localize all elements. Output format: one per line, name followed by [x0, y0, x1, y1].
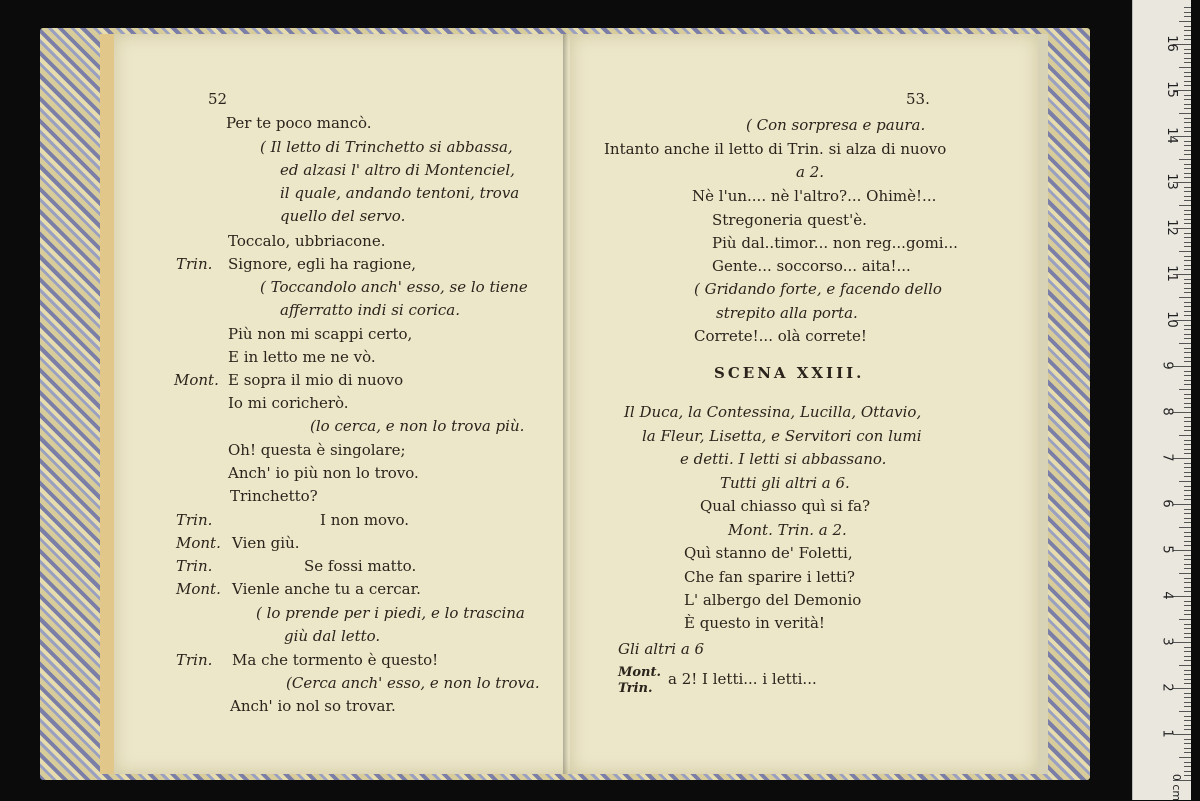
stage-direction: (Cerca anch' esso, e non lo trova. [286, 674, 540, 692]
ruler-tick [1184, 536, 1191, 537]
stage-direction: Gli altri a 6 [618, 640, 705, 658]
stage-direction: a 2. [796, 163, 825, 181]
ruler-tick [1184, 509, 1191, 510]
ruler-tick [1184, 398, 1191, 399]
stage-direction: ed alzasi l' altro di Montenciel, [280, 161, 515, 179]
ruler-tick [1179, 757, 1191, 758]
ruler-tick [1184, 122, 1191, 123]
ruler-tick [1184, 587, 1191, 588]
ruler-tick [1184, 739, 1191, 740]
text-line: Vienle anche tu a cercar. [232, 580, 421, 598]
ruler-tick [1184, 269, 1191, 270]
text-line: L' albergo del Demonio [684, 591, 862, 609]
ruler-number: 8 [1159, 407, 1175, 416]
text-line: Trinchetto? [230, 487, 318, 505]
ruler-tick [1184, 463, 1191, 464]
page-number: 53. [906, 90, 930, 108]
speaker-label: Mont. [618, 665, 662, 680]
ruler-tick [1184, 141, 1191, 142]
ruler-tick [1184, 499, 1191, 500]
ruler-tick [1184, 766, 1191, 767]
left-page [100, 34, 582, 774]
ruler-number: 3 [1159, 637, 1175, 646]
ruler-tick [1184, 279, 1191, 280]
ruler-tick [1184, 633, 1191, 634]
ruler-number: 13 [1163, 173, 1179, 190]
text-line: Quì stanno de' Foletti, [684, 544, 853, 562]
ruler-tick [1184, 49, 1191, 50]
text-line: Vien giù. [232, 534, 300, 552]
text-line: Che fan sparire i letti? [684, 568, 855, 586]
stage-direction: la Fleur, Lisetta, e Servitori con lumi [642, 427, 922, 445]
speaker-label: Trin. [618, 681, 653, 696]
ruler-tick [1184, 582, 1191, 583]
ruler-tick [1184, 725, 1191, 726]
ruler-tick [1184, 35, 1191, 36]
ruler-tick [1184, 16, 1191, 17]
ruler-tick [1184, 168, 1191, 169]
speaker-label: Trin. [176, 557, 213, 575]
ruler-tick [1184, 624, 1191, 625]
ruler-tick [1184, 306, 1191, 307]
ruler-tick [1184, 706, 1191, 707]
text-line: Signore, egli ha ragione, [228, 255, 417, 273]
scene-heading: SCENA XXIII. [714, 364, 865, 382]
text-line: Stregoneria quest'è. [712, 211, 867, 229]
ruler-tick [1184, 559, 1191, 560]
ruler-tick [1184, 357, 1191, 358]
ruler-tick [1184, 440, 1191, 441]
ruler-tick [1184, 748, 1191, 749]
ruler-tick [1184, 12, 1191, 13]
ruler-tick [1179, 343, 1191, 344]
text-line: Per te poco mancò. [226, 114, 372, 132]
ruler-tick [1179, 67, 1191, 68]
text-line: E in letto me ne vò. [228, 348, 376, 366]
ruler-tick [1184, 352, 1191, 353]
ruler-tick [1184, 670, 1191, 671]
ruler-tick [1184, 660, 1191, 661]
ruler-tick [1184, 490, 1191, 491]
ruler-tick [1173, 458, 1191, 459]
ruler-tick [1184, 417, 1191, 418]
ruler-tick [1184, 76, 1191, 77]
ruler-tick [1184, 338, 1191, 339]
ruler-tick [1184, 467, 1191, 468]
ruler-tick [1184, 154, 1191, 155]
ruler-tick [1184, 628, 1191, 629]
ruler-tick [1184, 614, 1191, 615]
ruler-tick [1184, 375, 1191, 376]
text-line: Più non mi scappi certo, [228, 325, 413, 343]
ruler-tick [1184, 150, 1191, 151]
ruler-tick [1179, 481, 1191, 482]
ruler-tick [1184, 348, 1191, 349]
ruler-tick [1184, 58, 1191, 59]
stage-direction: il quale, andando tentoni, trova [280, 184, 520, 202]
ruler-number: 14 [1163, 127, 1179, 144]
stage-direction: ( Con sorpresa e paura. [746, 116, 926, 134]
ruler-tick [1184, 476, 1191, 477]
ruler-tick [1184, 260, 1191, 261]
ruler-tick [1184, 403, 1191, 404]
ruler-tick [1184, 200, 1191, 201]
stage-direction: Tutti gli altri a 6. [720, 474, 850, 492]
ruler-number: 12 [1163, 219, 1179, 236]
ruler-tick [1184, 762, 1191, 763]
ruler-tick [1179, 619, 1191, 620]
ruler-tick [1179, 435, 1191, 436]
ruler-tick [1184, 81, 1191, 82]
ruler-tick [1184, 219, 1191, 220]
text-line: Ma che tormento è questo! [232, 651, 439, 669]
ruler-tick [1184, 99, 1191, 100]
ruler-tick [1184, 361, 1191, 362]
ruler-tick [1184, 62, 1191, 63]
ruler-tick [1184, 242, 1191, 243]
speaker-label: Trin. [176, 511, 213, 529]
ruler-tick [1179, 665, 1191, 666]
ruler-tick [1184, 302, 1191, 303]
ruler-tick [1184, 775, 1191, 776]
speaker-label: Mont. [176, 580, 221, 598]
ruler-tick [1184, 693, 1191, 694]
speaker-label: Mont. [176, 534, 221, 552]
ruler-tick [1184, 656, 1191, 657]
ruler-tick [1179, 573, 1191, 574]
ruler-tick [1184, 651, 1191, 652]
ruler-tick [1184, 674, 1191, 675]
ruler-tick [1184, 315, 1191, 316]
ruler-tick [1184, 752, 1191, 753]
ruler-tick [1184, 292, 1191, 293]
ruler-number: 7 [1159, 453, 1175, 462]
ruler-tick [1184, 720, 1191, 721]
ruler-tick [1184, 233, 1191, 234]
measuring-ruler [1132, 0, 1191, 800]
ruler-tick [1184, 104, 1191, 105]
text-line: Correte!... olà correte! [694, 327, 867, 345]
ruler-number: 2 [1159, 683, 1175, 692]
ruler-tick [1173, 366, 1191, 367]
ruler-number: 1 [1159, 729, 1175, 738]
ruler-tick [1184, 246, 1191, 247]
ruler-number: 16 [1163, 35, 1179, 52]
ruler-tick [1184, 329, 1191, 330]
text-line: Anch' io nol so trovar. [230, 697, 396, 715]
stage-direction: ( Gridando forte, e facendo dello [694, 280, 942, 298]
ruler-tick [1184, 371, 1191, 372]
stage-direction: Il Duca, la Contessina, Lucilla, Ottavio, [624, 403, 922, 421]
ruler-tick [1184, 421, 1191, 422]
ruler-tick [1184, 430, 1191, 431]
ruler-tick [1179, 711, 1191, 712]
ruler-tick [1179, 297, 1191, 298]
ruler-tick [1184, 95, 1191, 96]
text-line: Io mi coricherò. [228, 394, 349, 412]
ruler-tick [1184, 555, 1191, 556]
text-line: a 2! I letti... i letti... [668, 670, 817, 688]
ruler-tick [1173, 734, 1191, 735]
stage-direction: ( lo prende per i piedi, e lo trascina [256, 604, 525, 622]
ruler-tick [1184, 334, 1191, 335]
ruler-tick [1173, 412, 1191, 413]
stage-direction: giù dal letto. [284, 627, 381, 645]
ruler-tick [1184, 283, 1191, 284]
text-line: Qual chiasso quì si fa? [700, 497, 871, 515]
ruler-tick [1184, 53, 1191, 54]
ruler-tick [1184, 518, 1191, 519]
ruler-tick [1184, 578, 1191, 579]
ruler-tick [1184, 127, 1191, 128]
ruler-tick [1184, 541, 1191, 542]
page-number: 52 [208, 90, 228, 108]
ruler-tick [1184, 187, 1191, 188]
ruler-tick [1179, 251, 1191, 252]
ruler-tick [1184, 697, 1191, 698]
stage-direction: ( Toccandolo anch' esso, se lo tiene [260, 278, 528, 296]
ruler-tick [1184, 647, 1191, 648]
ruler-tick [1184, 605, 1191, 606]
ruler-tick [1179, 159, 1191, 160]
ruler-tick [1184, 522, 1191, 523]
text-line: Nè l'un.... nè l'altro?... Ohimè!... [692, 187, 937, 205]
ruler-tick [1184, 568, 1191, 569]
ruler-tick [1184, 771, 1191, 772]
speaker-label: Mont. [174, 371, 219, 389]
ruler-tick [1184, 679, 1191, 680]
ruler-tick [1184, 288, 1191, 289]
ruler-tick [1184, 394, 1191, 395]
ruler-tick [1184, 407, 1191, 408]
ruler-tick [1184, 223, 1191, 224]
ruler-tick [1184, 380, 1191, 381]
ruler-tick [1173, 596, 1191, 597]
ruler-tick [1184, 108, 1191, 109]
ruler-tick [1184, 7, 1191, 8]
stage-direction: e detti. I letti si abbassano. [680, 450, 887, 468]
ruler-tick [1184, 472, 1191, 473]
ruler-tick [1179, 527, 1191, 528]
ruler-tick [1184, 716, 1191, 717]
ruler-tick [1173, 550, 1191, 551]
speaker-label: Trin. [176, 255, 213, 273]
ruler-number: 15 [1163, 81, 1179, 98]
stage-direction: Mont. Trin. a 2. [728, 521, 847, 539]
ruler-tick [1184, 191, 1191, 192]
text-line: E sopra il mio di nuovo [228, 371, 404, 389]
ruler-tick [1179, 205, 1191, 206]
stage-direction: quello del servo. [280, 207, 406, 225]
ruler-tick [1184, 729, 1191, 730]
ruler-tick [1173, 688, 1191, 689]
text-line: Oh! questa è singolare; [228, 441, 406, 459]
ruler-tick [1184, 131, 1191, 132]
ruler-tick [1184, 145, 1191, 146]
ruler-number: 5 [1159, 545, 1175, 554]
ruler-tick [1184, 196, 1191, 197]
ruler-tick [1184, 118, 1191, 119]
ruler-tick [1184, 39, 1191, 40]
ruler-tick [1184, 311, 1191, 312]
ruler-tick [1184, 444, 1191, 445]
text-line: Più dal..timor... non reg...gomi... [712, 234, 958, 252]
ruler-number: 6 [1159, 499, 1175, 508]
ruler-tick [1184, 325, 1191, 326]
text-line: Intanto anche il letto di Trin. si alza di nuovo [604, 140, 947, 158]
stage-direction: strepito alla porta. [716, 304, 858, 322]
ruler-tick [1184, 173, 1191, 174]
ruler-tick [1184, 214, 1191, 215]
ruler-tick [1179, 389, 1191, 390]
ruler-tick [1184, 637, 1191, 638]
right-page [570, 34, 1048, 774]
ruler-tick [1184, 495, 1191, 496]
ruler-tick [1184, 449, 1191, 450]
ruler-tick [1184, 30, 1191, 31]
ruler-number: 10 [1163, 311, 1179, 328]
ruler-tick [1184, 72, 1191, 73]
ruler-tick [1184, 164, 1191, 165]
ruler-tick [1184, 384, 1191, 385]
stage-direction: (lo cerca, e non lo trova più. [310, 417, 525, 435]
text-line: I non movo. [320, 511, 410, 529]
ruler-tick [1184, 610, 1191, 611]
ruler-tick [1184, 237, 1191, 238]
ruler-tick [1184, 601, 1191, 602]
stage-direction: afferratto indi si corica. [280, 301, 460, 319]
ruler-tick [1184, 486, 1191, 487]
ruler-tick [1184, 85, 1191, 86]
text-line: Se fossi matto. [304, 557, 417, 575]
text-line: Toccalo, ubbriacone. [228, 232, 386, 250]
ruler-tick [1184, 265, 1191, 266]
ruler-tick [1184, 702, 1191, 703]
text-line: Anch' io più non lo trovo. [228, 464, 419, 482]
ruler-number: 9 [1159, 361, 1175, 370]
ruler-tick [1184, 426, 1191, 427]
ruler-tick [1184, 177, 1191, 178]
ruler-tick [1184, 591, 1191, 592]
ruler-number: 4 [1159, 591, 1175, 600]
ruler-tick [1184, 564, 1191, 565]
ruler-tick [1184, 26, 1191, 27]
ruler-tick [1184, 256, 1191, 257]
ruler-tick [1184, 683, 1191, 684]
ruler-tick [1184, 545, 1191, 546]
ruler-tick [1184, 453, 1191, 454]
ruler-unit: 0 cm [1170, 773, 1184, 801]
speaker-label: Trin. [176, 651, 213, 669]
text-line: È questo in verità! [684, 614, 825, 632]
stage-direction: ( Il letto di Trinchetto si abbassa, [260, 138, 513, 156]
ruler-tick [1184, 532, 1191, 533]
ruler-tick [1184, 743, 1191, 744]
ruler-tick [1184, 210, 1191, 211]
ruler-tick [1184, 513, 1191, 514]
text-line: Gente... soccorso... aita!... [712, 257, 911, 275]
ruler-tick [1179, 21, 1191, 22]
ruler-tick [1173, 504, 1191, 505]
ruler-number: 11 [1163, 265, 1179, 282]
ruler-tick [1179, 113, 1191, 114]
ruler-tick [1173, 642, 1191, 643]
